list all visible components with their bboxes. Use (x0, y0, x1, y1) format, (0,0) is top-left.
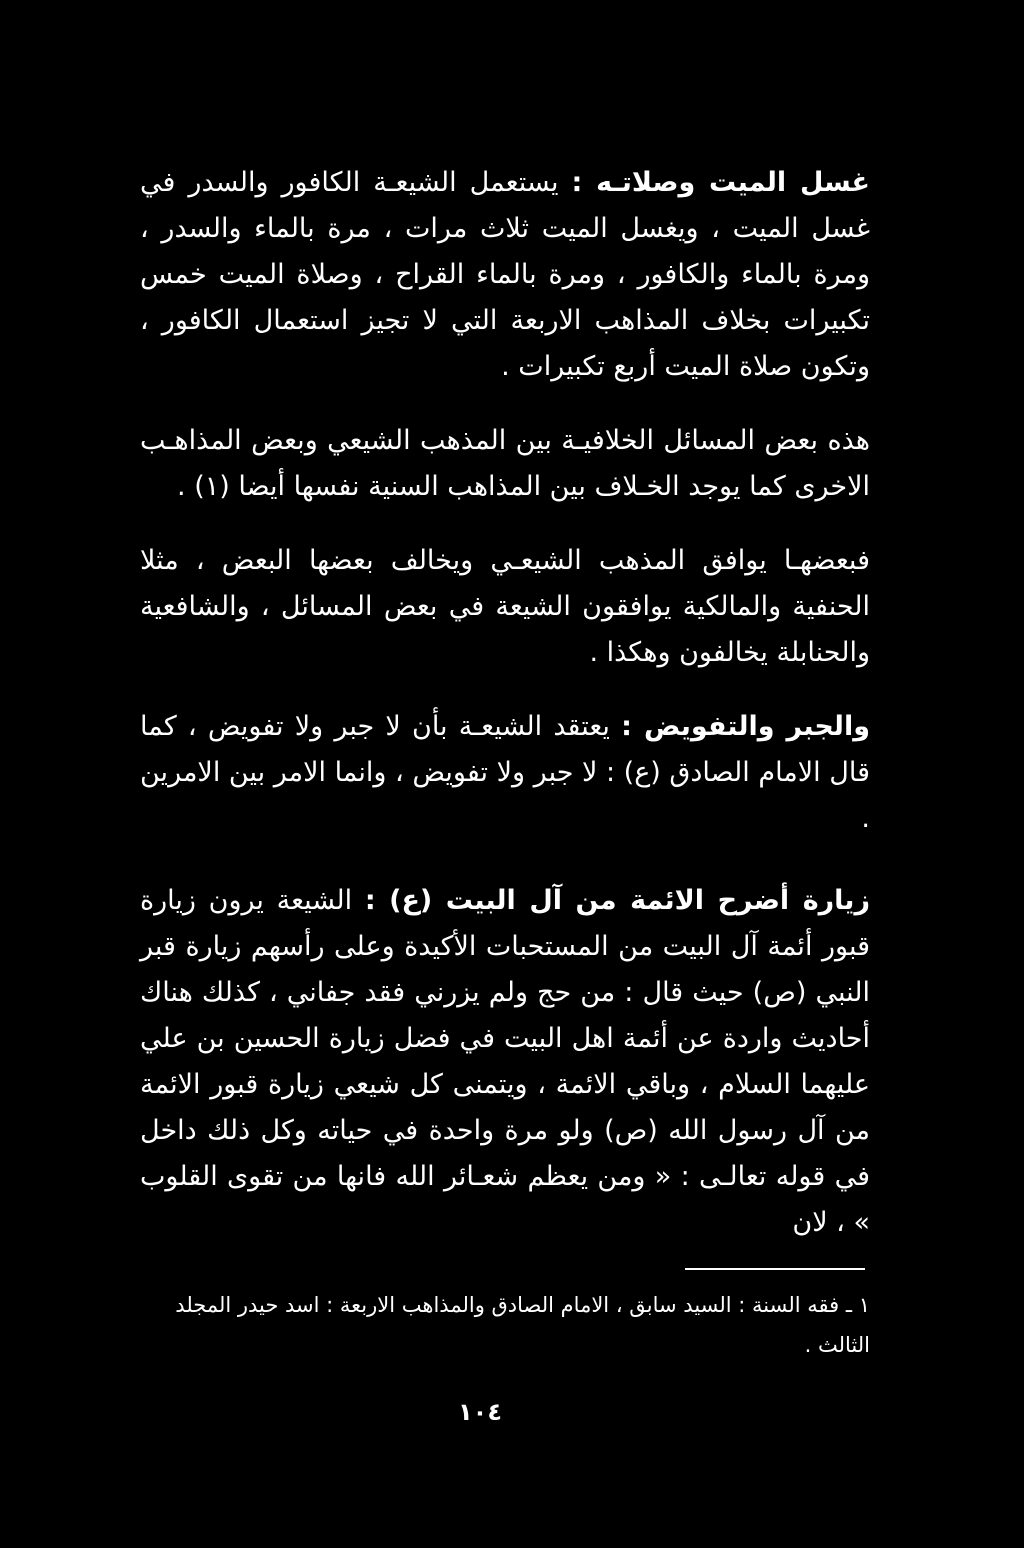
page-number: ١٠٤ (458, 1398, 502, 1426)
paragraph-heading: زيارة أضرح الائمة من آل البيت (ع) : (364, 885, 870, 916)
paragraph-predestination (140, 704, 870, 842)
paragraph-heading: غسل الميت وصلاتـه : (571, 167, 870, 198)
paragraph-text: يعتقد الشيعـة بأن لا جبر ولا تفويض ، كما قال الامام الصادق (ع) : لا جبر ولا تفويض ، وانما الامر بين الامرين . (140, 711, 870, 834)
paragraph-sunni-schools (140, 538, 870, 676)
paragraph-differences (140, 418, 870, 510)
footnote: ١ ـ فقه السنة : السيد سابق ، الامام الصادق والمذاهب الاربعة : اسد حيدر المجلد الثالث . (175, 1293, 870, 1357)
paragraph-funeral-rites (140, 160, 870, 390)
footnote-divider (685, 1268, 865, 1270)
paragraph-heading: والجبر والتفويض : (621, 711, 870, 742)
page-body (140, 160, 870, 1276)
paragraph-text: يستعمل الشيعـة الكافور والسدر في غسل الميت ، ويغسل الميت ثلاث مرات ، مرة بالماء والسدر ، ومرة بالماء والكافور ، ومرة بالماء القراح ، وصلاة الميت خمس تكبيرات بخلاف المذاهب الاربعة التي لا تجيز استعمال الكافور ، وتكون صلاة الميت أربع تكبيرات . (140, 167, 870, 382)
paragraph-text: فبعضهـا يوافق المذهب الشيعـي ويخالف بعضها البعض ، مثلا الحنفية والمالكية يوافقون الشيعة في بعض المسائل ، والشافعية والحنابلة يخالفون وهكذا . (140, 545, 870, 668)
paragraph-shrine-visits (140, 878, 870, 1246)
paragraph-text: هذه بعض المسائل الخلافيـة بين المذهب الشيعي وبعض المذاهـب الاخرى كما يوجد الخـلاف بين المذاهب السنية نفسها أيضا (١) . (140, 425, 870, 502)
paragraph-text: الشيعة يرون زيارة قبور أئمة آل البيت من المستحبات الأكيدة وعلى رأسهم زيارة قبر النبي (ص) حيث قال : من حج ولم يزرني فقد جفاني ، كذلك هناك أحاديث واردة عن أئمة اهل البيت في فضل زيارة الحسين بن علي عليهما السلام ، وباقي الائمة ، ويتمنى كل شيعي زيارة قبور الائمة من آل رسول الله (ص) ولو مرة واحدة في حياته وكل ذلك داخل في قوله تعالـى : « ومن يعظم شعـائر الله فانها من تقوى القلوب » ، لان (140, 885, 870, 1238)
